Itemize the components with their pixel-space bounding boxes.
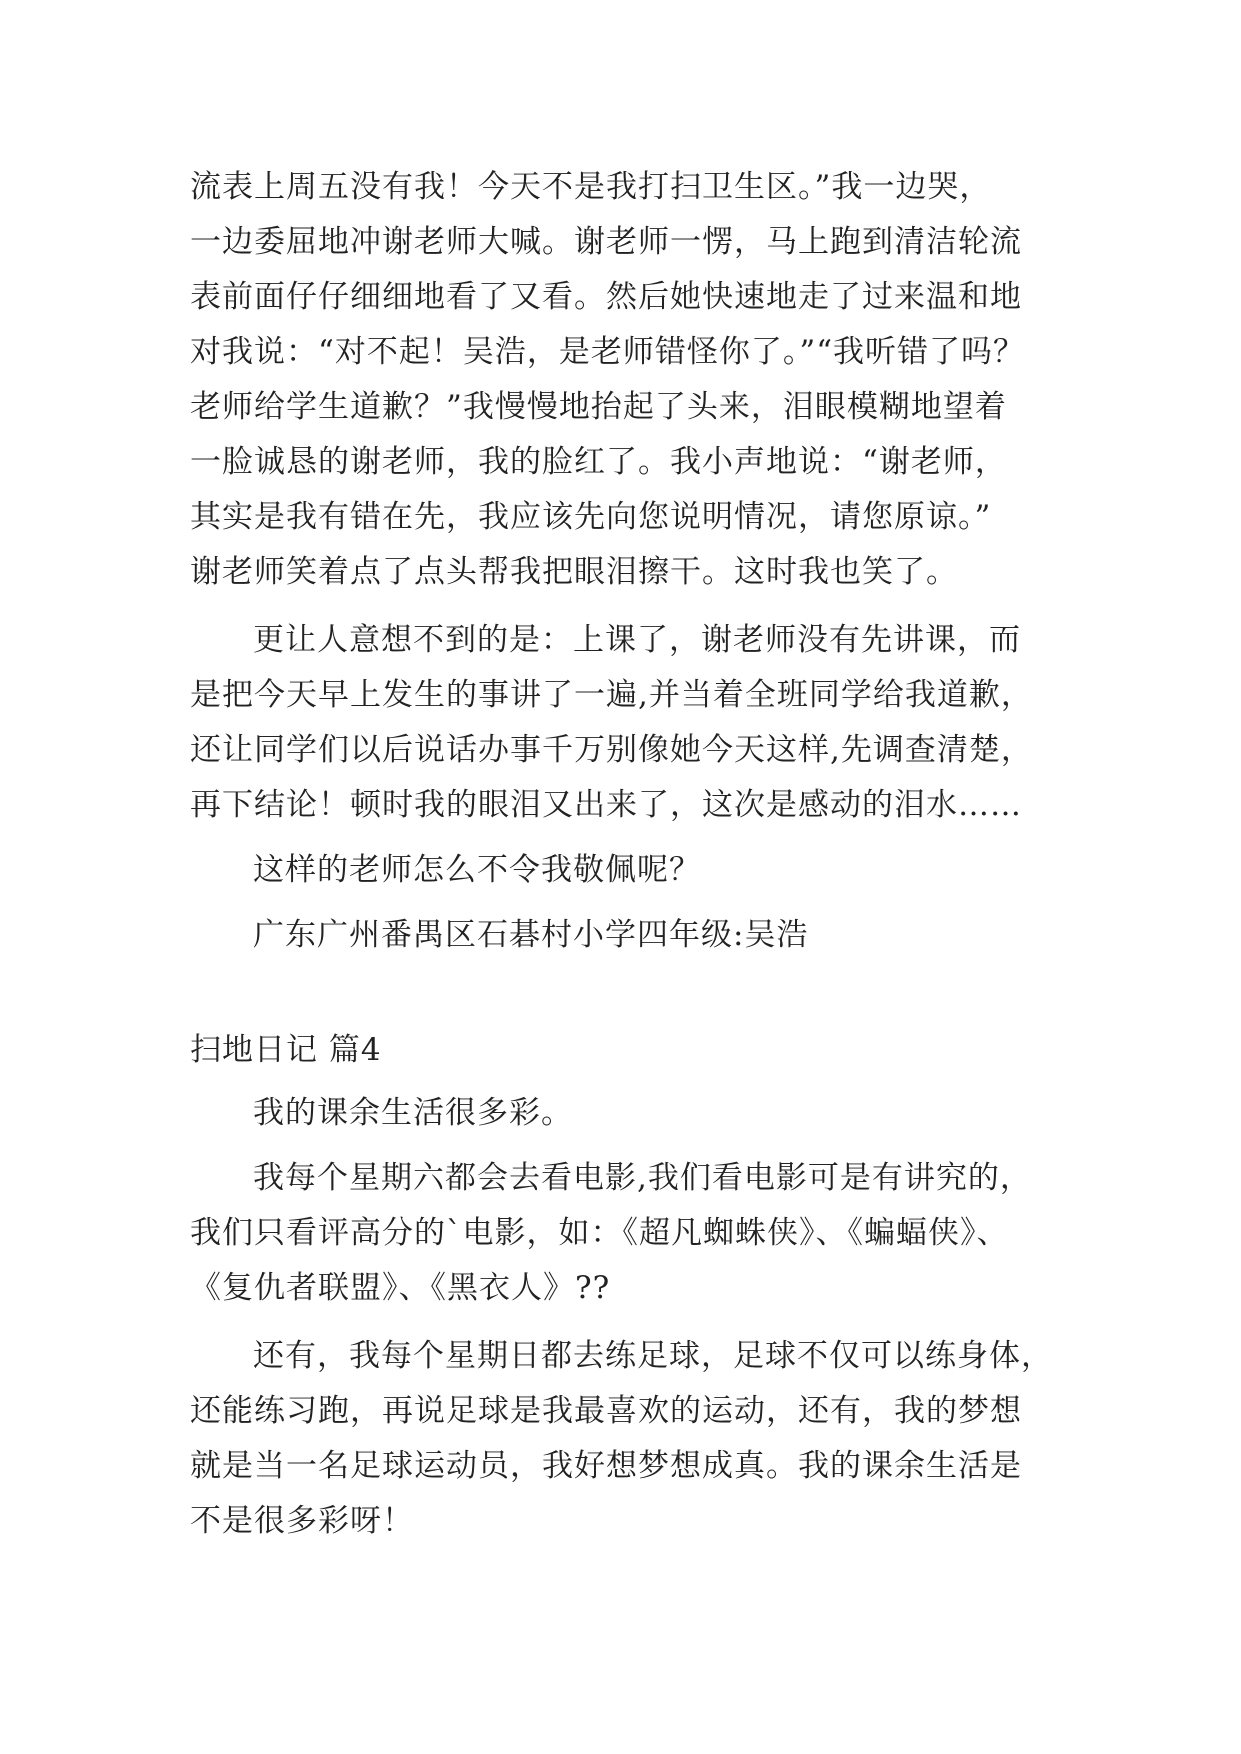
paragraph-line: 我每个星期六都会去看电影,我们看电影可是有讲究的， — [253, 1160, 1032, 1196]
article-title: 扫地日记 篇4 — [190, 1032, 382, 1068]
paragraph-line: 老师给学生道歉？”我慢慢地抬起了头来，泪眼模糊地望着 — [190, 389, 1007, 425]
paragraph-line: 还让同学们以后说话办事千万别像她今天这样,先调查清楚， — [190, 732, 1033, 768]
paragraph-line: 是把今天早上发生的事讲了一遍,并当着全班同学给我道歉， — [190, 677, 1033, 713]
paragraph-line: 还有，我每个星期日都去练足球，足球不仅可以练身体， — [253, 1338, 1053, 1374]
paragraph-line: 一脸诚恳的谢老师，我的脸红了。我小声地说：“谢老师， — [190, 444, 1007, 480]
paragraph-line: 我们只看评高分的`电影，如：《超凡蜘蛛侠》、《蝙蝠侠》、 — [190, 1215, 1009, 1251]
paragraph-line: 我的课余生活很多彩。 — [253, 1095, 573, 1131]
paragraph-line: 一边委屈地冲谢老师大喊。谢老师一愣，马上跑到清洁轮流 — [190, 224, 1022, 260]
paragraph-line: 流表上周五没有我！今天不是我打扫卫生区。”我一边哭， — [190, 169, 992, 205]
paragraph-line: 就是当一名足球运动员，我好想梦想成真。我的课余生活是 — [190, 1448, 1022, 1484]
paragraph-line: 不是很多彩呀！ — [190, 1503, 414, 1539]
paragraph-line: 对我说：“对不起！吴浩，是老师错怪你了。”“我听错了吗？ — [190, 334, 1026, 370]
paragraph-line: 表前面仔仔细细地看了又看。然后她快速地走了过来温和地 — [190, 279, 1022, 315]
paragraph-line: 这样的老师怎么不令我敬佩呢？ — [253, 852, 701, 888]
paragraph-line: 《复仇者联盟》、《黑衣人》?? — [190, 1270, 611, 1306]
paragraph-line: 更让人意想不到的是：上课了，谢老师没有先讲课，而 — [253, 622, 1021, 658]
signature-line: 广东广州番禺区石碁村小学四年级:吴浩 — [253, 917, 809, 953]
paragraph-line: 谢老师笑着点了点头帮我把眼泪擦干。这时我也笑了。 — [190, 554, 958, 590]
paragraph-line: 还能练习跑，再说足球是我最喜欢的运动，还有，我的梦想 — [190, 1393, 1022, 1429]
paragraph-line: 其实是我有错在先，我应该先向您说明情况，请您原谅。” — [190, 499, 992, 535]
paragraph-line: 再下结论！顿时我的眼泪又出来了，这次是感动的泪水…… — [190, 787, 1022, 823]
